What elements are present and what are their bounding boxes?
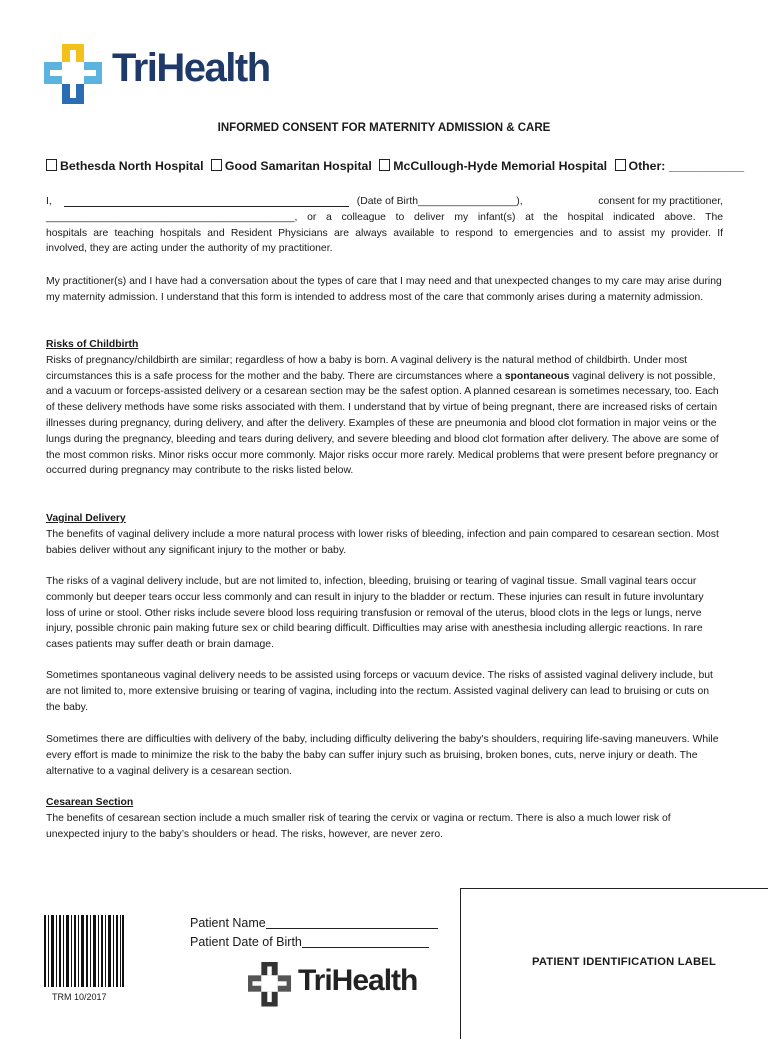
checkbox-icon[interactable] (46, 159, 57, 171)
patient-name-line[interactable] (266, 916, 438, 929)
consent-line-3: hospitals are teaching hospitals and Resident Physicians are always available to respond to emergencies and to assist my provider. If (46, 227, 723, 239)
consent-line-2: ___________________________________________, or a colleague to deliver my infant(s) at the hospital indicated above. The (46, 211, 723, 223)
hospital-label: Bethesda North Hospital (60, 159, 204, 173)
patient-id-label: PATIENT IDENTIFICATION LABEL (532, 956, 716, 968)
delivery-difficulties: Sometimes there are difficulties with delivery of the baby, including difficulty delivering the baby's shoulders, requiring life-saving maneuvers. While every effort is made to minimize the risk to the baby the baby can suffer injury such as bruising, broken bones, cuts, nerve injury or death. The alternative to a vaginal delivery is a cesarean section. (46, 734, 719, 777)
barcode (44, 915, 124, 987)
hospital-selection (46, 159, 748, 173)
consent-practitioner: consent for my practitioner, (598, 196, 723, 207)
form-title: INFORMED CONSENT FOR MATERNITY ADMISSION & CARE (217, 122, 551, 134)
vaginal-heading: Vaginal Delivery (46, 513, 126, 524)
hospital-label: McCullough-Hyde Memorial Hospital (393, 159, 608, 173)
patient-name-label: Patient Name (190, 916, 266, 930)
cesarean-heading: Cesarean Section (46, 797, 134, 808)
assisted-delivery: Sometimes spontaneous vaginal delivery needs to be assisted using forceps or vacuum device. The risks of assisted vaginal delivery include, but are not limited to, more extensive bruising or tearing of vagina, including into the rectum. Assisted vaginal delivery can lead to bruising or cuts on the baby. (46, 670, 713, 713)
vaginal-section (46, 511, 723, 558)
hospital-option-mccullough-hyde[interactable] (379, 159, 607, 173)
risks-paragraph (46, 353, 723, 479)
risks-heading: Risks of Childbirth (46, 339, 139, 350)
consent-line-4: involved, they are acting under the authority of my practitioner. (46, 243, 333, 255)
form-code: TRM 10/2017 (52, 992, 107, 1002)
consent-dob: (Date of Birth_________________), (356, 196, 523, 207)
trihealth-logo (44, 44, 284, 108)
vaginal-risks: The risks of a vaginal delivery include, but are not limited to, infection, bleeding, bruising or tearing of vaginal tissue. Small vaginal tears occur commonly but deeper tears occur less commonly and can result in injury to the bladder or rectum. These injuries can result in future involuntary loss of urine or stool. Other risks include severe blood loss requiring transfusion or removal of the uterus, blood clots in the legs or lungs, nerve injury, possible chronic pain making future sex or child bearing difficult. Difficulties may arise with anesthesia including allergic reactions. In rare cases patients may suffer death or brain damage. (46, 576, 704, 651)
hospital-option-bethesda[interactable] (46, 159, 203, 173)
risks-bold-word: spontaneous (504, 370, 570, 382)
hospital-label: Other: ___________ (628, 159, 745, 173)
vaginal-benefits: The benefits of vaginal delivery include a more natural process with lower risks of bleeding, infection and pain compared to cesarean section. Most babies deliver without any significant injury to the mother or baby. (46, 528, 719, 556)
checkbox-icon[interactable] (379, 159, 390, 171)
practitioner-paragraph: My practitioner(s) and I have had a conversation about the types of care that I may need and that unexpected changes to my care may arise during my maternity admission. I understand that this form is intended to address most of the care that commonly arises during a maternity admission. (46, 276, 722, 303)
logo-text: TriHealth (112, 46, 270, 90)
risks-text-before: Risks of pregnancy/childbirth are similar; regardless of how a baby is born. A vaginal delivery is the natural method of childbirth. Under most circumstances this is a safe process for the mother and the baby. There are circumstances where a (46, 354, 688, 382)
hospital-option-good-samaritan[interactable] (211, 159, 372, 173)
cesarean-section (46, 795, 723, 842)
barcode-icon (44, 915, 124, 987)
patient-name-field[interactable] (190, 916, 438, 930)
patient-dob-field[interactable] (190, 935, 429, 949)
patient-name-blank[interactable] (64, 194, 349, 207)
patient-dob-line[interactable] (302, 935, 429, 948)
trihealth-cross-icon (44, 44, 106, 106)
hospital-label: Good Samaritan Hospital (224, 159, 372, 173)
hospital-option-other[interactable] (615, 159, 745, 173)
risks-text-after: vaginal delivery is not possible, and a vacuum or forceps-assisted delivery or a cesarean section may be the safest option. A planned cesarean is sometimes necessary, too. Each of these delivery methods have some risks associated with them. I understand that by virtue of being pregnant, there are increased risks of certain illnesses during pregnancy, during delivery, and after the delivery. Examples of these are pneumonia and blood clot formation in major veins or the lungs during the pregnancy, bleeding and tears during delivery, and severe bleeding and blood clot formation after delivery. The above are some of the most common risks. Minor risks occur more commonly. Major risks occur more rarely. Medical problems that were present before pregnancy or occurred during pregnancy may contribute to the risks listed below. (46, 370, 719, 477)
checkbox-icon[interactable] (211, 159, 222, 171)
logo-text: TriHealth (298, 964, 418, 997)
cesarean-benefits: The benefits of cesarean section include a much smaller risk of tearing the cervix or vagina or rectum. There is also a much lower risk of unexpected injury to the baby’s shoulders or head. The risks, however, are never zero. (46, 812, 671, 840)
trihealth-logo-footer (248, 960, 428, 1010)
checkbox-icon[interactable] (615, 159, 626, 171)
risks-section (46, 337, 723, 479)
consent-line-1 (46, 194, 723, 210)
consent-i: I, (46, 196, 52, 207)
patient-dob-label: Patient Date of Birth (190, 935, 302, 949)
consent-paragraph (46, 194, 723, 257)
trihealth-cross-icon (248, 962, 294, 1008)
